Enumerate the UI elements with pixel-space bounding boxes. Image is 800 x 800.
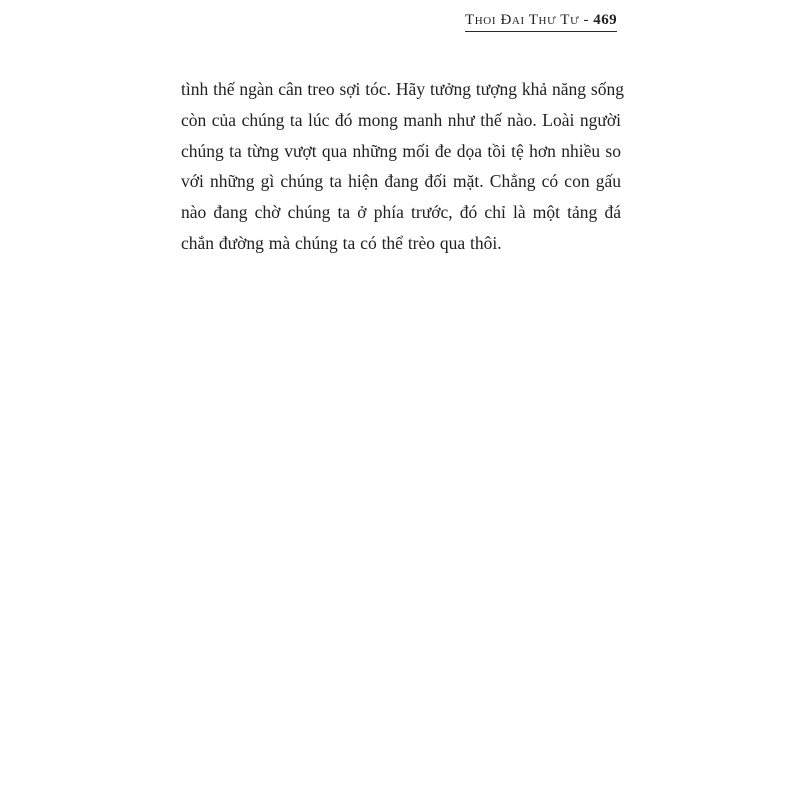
body-paragraph <box>181 74 624 259</box>
text-line: còn của chúng ta lúc đó mong manh như thế nào. Loài người <box>181 109 621 130</box>
header-title: Thoi Đai Thư Tư - <box>465 12 590 28</box>
text-line: nào đang chờ chúng ta ở phía trước, đó chỉ là một tảng đá <box>181 202 621 223</box>
running-header <box>465 10 617 32</box>
page-number: 469 <box>593 12 617 28</box>
text-line: chắn đường mà chúng ta có thể trèo qua thôi. <box>181 232 502 253</box>
text-line: chúng ta từng vượt qua những mối đe dọa tồi tệ hơn nhiều so <box>181 140 621 161</box>
text-line: với những gì chúng ta hiện đang đối mặt. Chẳng có con gấu <box>181 171 621 192</box>
text-line: tình thế ngàn cân treo sợi tóc. Hãy tưởng tượng khả năng sống <box>181 79 624 99</box>
